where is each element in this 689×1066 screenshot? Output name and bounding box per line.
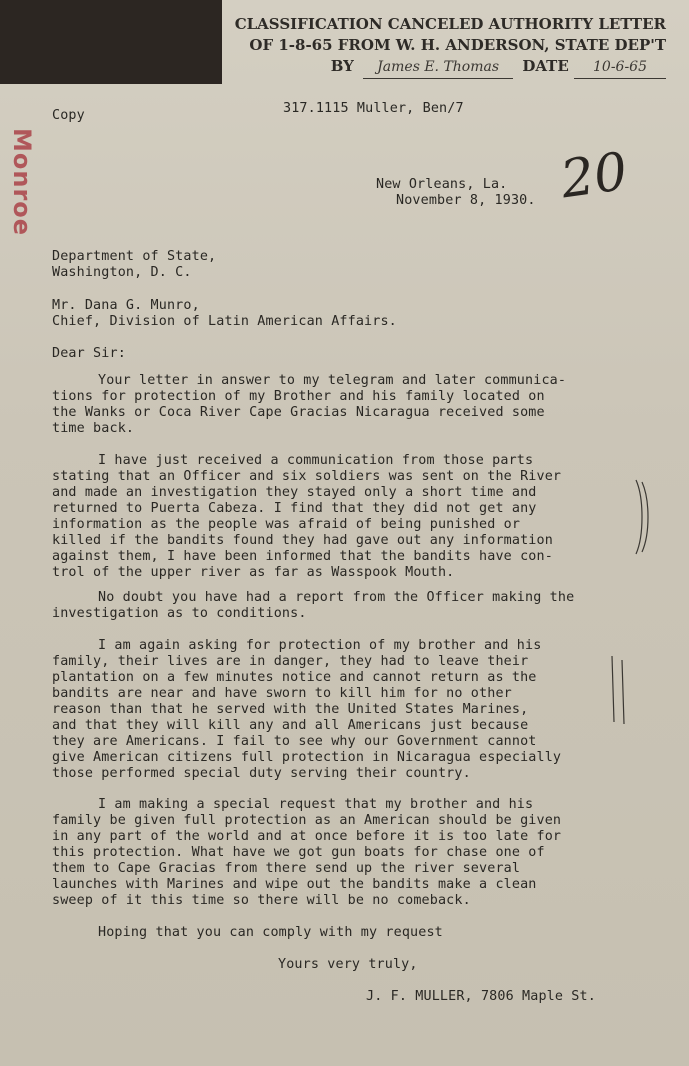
- file-reference: 317.1115 Muller, Ben/7: [283, 101, 464, 116]
- body-line: investigation as to conditions.: [52, 606, 307, 621]
- margin-handwritten-name: Monroe: [8, 128, 36, 237]
- body-line: information as the people was afraid of being punished or: [52, 517, 521, 532]
- date-line: November 8, 1930.: [396, 193, 536, 208]
- body-line: reason than that he served with the United States Marines,: [52, 702, 529, 717]
- body-line: family, their lives are in danger, they had to leave their: [52, 654, 529, 669]
- body-line: launches with Marines and wipe out the bandits make a clean: [52, 877, 537, 892]
- stamp-signature: James E. Thomas: [363, 57, 513, 79]
- stamp-date-label: DATE: [522, 57, 569, 75]
- stamp-date-value: 10-6-65: [574, 57, 666, 79]
- body-line: those performed special duty serving their country.: [52, 766, 471, 781]
- dark-corner: [0, 0, 222, 84]
- body-line: returned to Puerta Cabeza. I find that they did not get any: [52, 501, 537, 516]
- body-line: this protection. What have we got gun boats for chase one of: [52, 845, 545, 860]
- copy-label: Copy: [52, 108, 85, 123]
- declassification-stamp: [226, 14, 666, 77]
- body-line: Hoping that you can comply with my request: [98, 925, 443, 940]
- body-line: trol of the upper river as far as Wasspook Mouth.: [52, 565, 455, 580]
- stamp-signature-row: [226, 56, 666, 77]
- body-line: I am again asking for protection of my brother and his: [98, 638, 542, 653]
- stamp-line-1: CLASSIFICATION CANCELED AUTHORITY LETTER: [234, 15, 666, 33]
- body-line: No doubt you have had a report from the Officer making the: [98, 590, 575, 605]
- handwritten-number: 20: [557, 141, 632, 211]
- body-line: killed if the bandits found they had gave out any information: [52, 533, 553, 548]
- body-line: time back.: [52, 421, 135, 436]
- body-line: Your letter in answer to my telegram and later communica-: [98, 373, 567, 388]
- address-line-2: Washington, D. C.: [52, 265, 192, 280]
- place-line: New Orleans, La.: [376, 177, 508, 192]
- body-line: I have just received a communication from those parts: [98, 453, 534, 468]
- body-line: tions for protection of my Brother and his family located on: [52, 389, 545, 404]
- body-line: give American citizens full protection in Nicaragua especially: [52, 750, 562, 765]
- closing: Yours very truly,: [278, 957, 418, 972]
- body-line: they are Americans. I fail to see why our Government cannot: [52, 734, 537, 749]
- stamp-line-2: OF 1-8-65 FROM W. H. ANDERSON, STATE DEP'T: [249, 36, 666, 54]
- body-line: I am making a special request that my brother and his: [98, 797, 534, 812]
- attention-line-2: Chief, Division of Latin American Affairs.: [52, 314, 397, 329]
- body-line: plantation on a few minutes notice and cannot return as the: [52, 670, 537, 685]
- body-line: against them, I have been informed that the bandits have con-: [52, 549, 553, 564]
- salutation: Dear Sir:: [52, 346, 126, 361]
- body-line: the Wanks or Coca River Cape Gracias Nicaragua received some: [52, 405, 545, 420]
- body-line: family be given full protection as an American should be given: [52, 813, 562, 828]
- address-line-1: Department of State,: [52, 249, 217, 264]
- body-line: sweep of it this time so there will be no comeback.: [52, 893, 471, 908]
- body-line: and made an investigation they stayed only a short time and: [52, 485, 537, 500]
- attention-line-1: Mr. Dana G. Munro,: [52, 298, 200, 313]
- signature-line: J. F. MULLER, 7806 Maple St.: [366, 989, 596, 1004]
- body-line: and that they will kill any and all Americans just because: [52, 718, 529, 733]
- margin-bracket-mark: [606, 654, 632, 726]
- margin-bracket-mark: [630, 478, 654, 556]
- stamp-by-label: BY: [330, 57, 354, 75]
- body-line: stating that an Officer and six soldiers was sent on the River: [52, 469, 562, 484]
- body-line: bandits are near and have sworn to kill him for no other: [52, 686, 512, 701]
- body-line: in any part of the world and at once before it is too late for: [52, 829, 562, 844]
- body-line: them to Cape Gracias from there send up the river several: [52, 861, 521, 876]
